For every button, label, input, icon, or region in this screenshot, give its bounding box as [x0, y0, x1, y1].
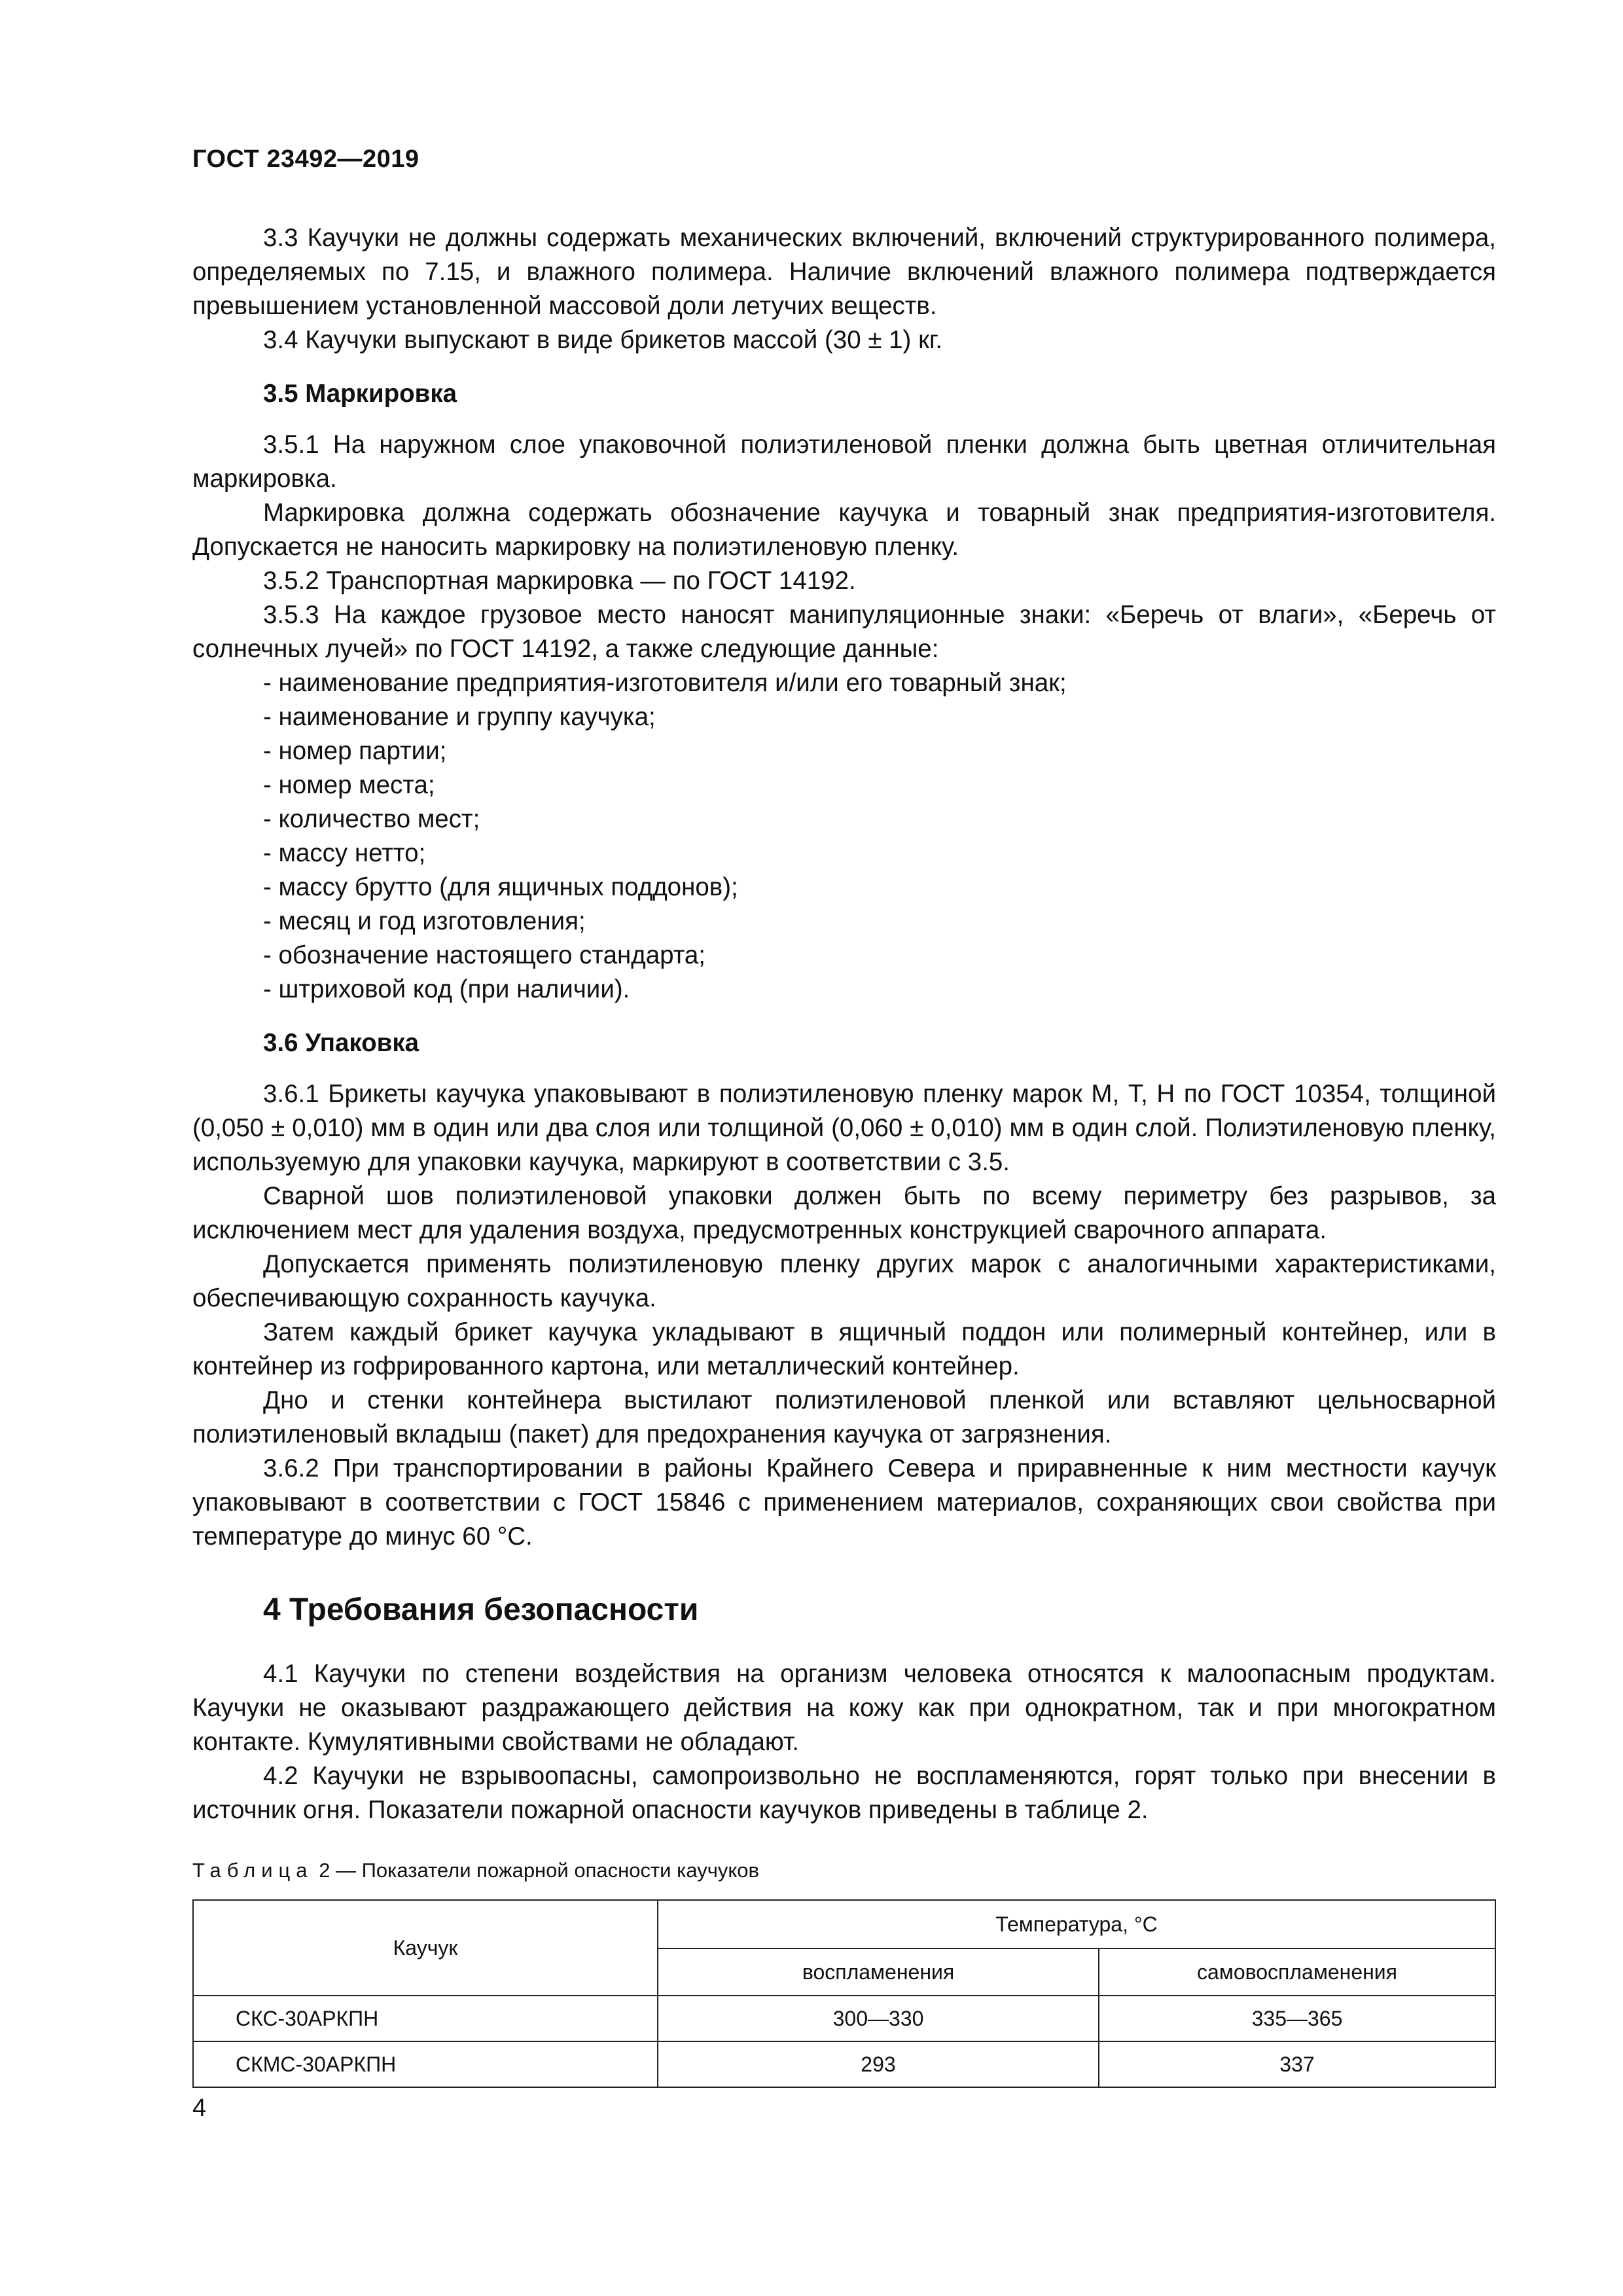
list-item: - месяц и год изготовления; [263, 907, 586, 935]
paragraph-3-6-2: 3.6.2 При транспортировании в районы Крайнего Севера и приравненные к ним местности каучук упаковывают в соответствии с ГОСТ 15846 с применением материалов, сохраняющих свои свойства при температуре до минус 60 °С. [192, 1454, 1496, 1551]
list-item: - массу брутто (для ящичных поддонов); [263, 873, 738, 901]
list-item: - массу нетто; [263, 839, 426, 867]
page-number: 4 [192, 2094, 207, 2122]
column-header-rubber: Каучук [193, 1900, 658, 1996]
paragraph-3-5-3: 3.5.3 На каждое грузовое место наносят манипуляционные знаки: «Беречь от влаги», «Беречь от солнечных лучей» по ГОСТ 14192, а также следующие данные: [192, 601, 1496, 663]
column-header-temperature: Температура, °С [658, 1900, 1495, 1948]
table-caption [192, 1857, 1496, 1884]
column-header-ignition: воспламенения [658, 1948, 1099, 1996]
list-item: - наименование предприятия-изготовителя и/или его товарный знак; [263, 669, 1067, 697]
ignition-cell: 300—330 [658, 1996, 1099, 2041]
paragraph-container: Затем каждый брикет каучука укладывают в ящичный поддон или полимерный контейнер, или в контейнер из гофрированного картона, или металлический контейнер. [192, 1318, 1496, 1380]
section-3-5-title: 3.5 Маркировка [263, 380, 457, 408]
paragraph-3-5-1: 3.5.1 На наружном слое упаковочной полиэтиленовой пленки должна быть цветная отличительная маркировка. [192, 431, 1496, 493]
paragraph-3-6-1: 3.6.1 Брикеты каучука упаковывают в полиэтиленовую пленку марок М, Т, Н по ГОСТ 10354, толщиной (0,050 ± 0,010) мм в один или два слоя или толщиной (0,060 ± 0,010) мм в один слой. Полиэтиленовую пленку, используемую для упаковки каучука, маркируют в соответствии с 3.5. [192, 1080, 1496, 1176]
rubber-name-cell: СКС-30АРКПН [193, 1996, 658, 2041]
rubber-name-cell: СКМС-30АРКПН [193, 2041, 658, 2087]
table-row [193, 1996, 1495, 2041]
paragraph-3-3: 3.3 Каучуки не должны содержать механических включений, включений структурированного полимера, определяемых по 7.15, и влажного полимера. Наличие включений влажного полимера подтверждается превышением установленной массовой доли летучих веществ. [192, 224, 1496, 320]
table-caption-text: 2 — Показатели пожарной опасности каучуков [319, 1859, 760, 1882]
paragraph-3-5-2: 3.5.2 Транспортная маркировка — по ГОСТ 14192. [263, 567, 856, 595]
paragraph-container-lining: Дно и стенки контейнера выстилают полиэтиленовой пленкой или вставляют цельносварной полиэтиленовый вкладыш (пакет) для предохранения каучука от загрязнения. [192, 1386, 1496, 1448]
paragraph-other-film: Допускается применять полиэтиленовую пленку других марок с аналогичными характеристиками, обеспечивающую сохранность каучука. [192, 1250, 1496, 1312]
table-header-row [193, 1900, 1495, 1948]
standard-header: ГОСТ 23492—2019 [192, 145, 419, 173]
ignition-cell: 293 [658, 2041, 1099, 2087]
list-item: - обозначение настоящего стандарта; [263, 941, 706, 969]
list-item: - штриховой код (при наличии). [263, 975, 630, 1003]
page-content [192, 221, 1496, 2088]
table-caption-word: Таблица [192, 1859, 313, 1882]
list-item: - номер партии; [263, 737, 447, 765]
section-3-6-title: 3.6 Упаковка [263, 1029, 419, 1057]
paragraph-4-1: 4.1 Каучуки по степени воздействия на организм человека относятся к малоопасным продуктам. Каучуки не оказывают раздражающего действия на кожу как при однократном, так и при многократном контакте. Кумулятивными свойствами не обладают. [192, 1660, 1496, 1756]
section-4-title: 4 Требования безопасности [263, 1592, 699, 1627]
marking-data-list [192, 666, 1496, 1007]
paragraph-3-4: 3.4 Каучуки выпускают в виде брикетов массой (30 ± 1) кг. [263, 326, 942, 354]
self-ignition-cell: 337 [1099, 2041, 1495, 2087]
paragraph-marking-content: Маркировка должна содержать обозначение каучука и товарный знак предприятия-изготовителя. Допускается не наносить маркировку на полиэтиленовую пленку. [192, 499, 1496, 561]
paragraph-4-2: 4.2 Каучуки не взрывоопасны, самопроизвольно не воспламеняются, горят только при внесении в источник огня. Показатели пожарной опасности каучуков приведены в таблице 2. [192, 1762, 1496, 1824]
fire-hazard-table [192, 1899, 1496, 2088]
list-item: - номер места; [263, 771, 435, 799]
list-item: - наименование и группу каучука; [263, 703, 656, 731]
paragraph-weld-seam: Сварной шов полиэтиленовой упаковки должен быть по всему периметру без разрывов, за исключением мест для удаления воздуха, предусмотренных конструкцией сварочного аппарата. [192, 1182, 1496, 1244]
column-header-self-ignition: самовоспламенения [1099, 1948, 1495, 1996]
table-row [193, 2041, 1495, 2087]
list-item: - количество мест; [263, 805, 480, 833]
self-ignition-cell: 335—365 [1099, 1996, 1495, 2041]
